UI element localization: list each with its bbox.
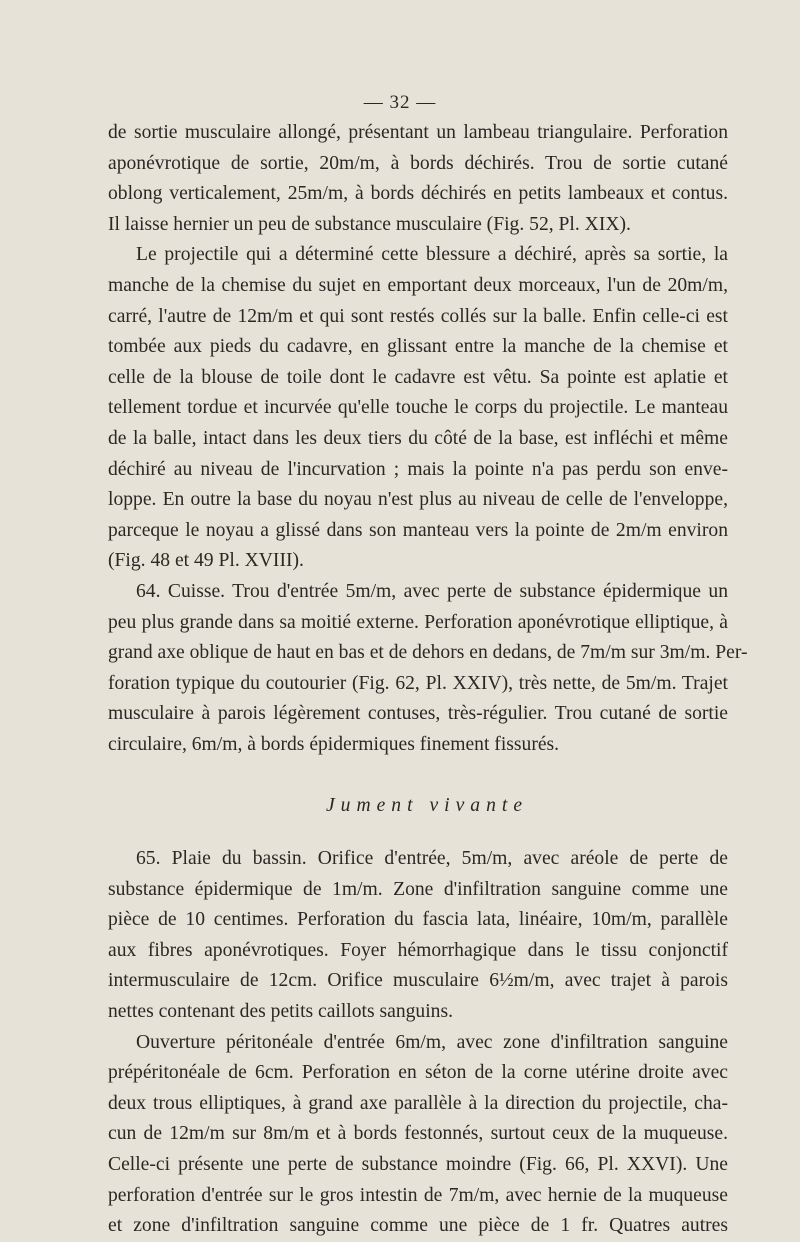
- text-line: pièce de 10 centimes. Perforation du fascia lata, linéaire, 10m/m, parallèle: [108, 909, 728, 931]
- text-line: prépéritonéale de 6cm. Perforation en séton de la corne utérine droite avec: [108, 1062, 728, 1084]
- section-heading: Jument vivante: [325, 795, 529, 817]
- text-line: substance épidermique de 1m/m. Zone d'infiltration sanguine comme une: [108, 878, 728, 900]
- text-line: cun de 12m/m sur 8m/m et à bords festonnés, surtout ceux de la muqueuse.: [108, 1123, 728, 1145]
- text-line: 65. Plaie du bassin. Orifice d'entrée, 5m/m, avec aréole de perte de: [136, 848, 728, 870]
- text-line: circulaire, 6m/m, à bords épidermiques finement fissurés.: [108, 733, 560, 755]
- text-line: déchiré au niveau de l'incurvation ; mais la pointe n'a pas perdu son enve-: [108, 458, 728, 480]
- text-line: aux fibres aponévrotiques. Foyer hémorrhagique dans le tissu conjonctif: [108, 939, 728, 961]
- body-text: [108, 118, 748, 1242]
- text-line: deux trous elliptiques, à grand axe parallèle à la direction du projectile, cha-: [108, 1092, 728, 1114]
- text-line: et zone d'infiltration sanguine comme une pièce de 1 fr. Quatres autres: [108, 1215, 728, 1237]
- text-line: tombée aux pieds du cadavre, en glissant entre la manche de la chemise et: [108, 336, 728, 358]
- text-line: Celle-ci présente une perte de substance moindre (Fig. 66, Pl. XXVI). Une: [108, 1154, 728, 1175]
- page-number: — 32 —: [363, 92, 437, 113]
- text-line: musculaire à parois légèrement contuses, très-régulier. Trou cutané de sortie: [108, 703, 728, 725]
- text-line: Le projectile qui a déterminé cette blessure a déchiré, après sa sortie, la: [136, 244, 728, 266]
- text-line: manche de la chemise du sujet en emportant deux morceaux, l'un de 20m/m,: [108, 274, 728, 296]
- text-line: foration typique du coutourier (Fig. 62, Pl. XXIV), très nette, de 5m/m. Trajet: [108, 672, 728, 694]
- text-line: intermusculaire de 12cm. Orifice musculaire 6½m/m, avec trajet à parois: [108, 970, 728, 992]
- text-line: nettes contenant des petits caillots sanguins.: [108, 1001, 453, 1023]
- text-line: de la balle, intact dans les deux tiers du côté de la base, est infléchi et même: [108, 427, 728, 449]
- text-line: loppe. En outre la base du noyau n'est plus au niveau de celle de l'enveloppe,: [108, 489, 728, 511]
- text-line: carré, l'autre de 12m/m et qui sont restés collés sur la balle. Enfin celle-ci est: [108, 305, 728, 327]
- text-line: tellement tordue et incurvée qu'elle touche le corps du projectile. Le manteau: [108, 397, 728, 419]
- text-line: 64. Cuisse. Trou d'entrée 5m/m, avec perte de substance épidermique un: [136, 580, 728, 602]
- text-line: parceque le noyau a glissé dans son manteau vers la pointe de 2m/m environ: [108, 519, 728, 541]
- text-line: (Fig. 48 et 49 Pl. XVIII).: [108, 550, 304, 572]
- text-line: de sortie musculaire allongé, présentant un lambeau triangulaire. Perforation: [108, 122, 728, 143]
- text-line: oblong verticalement, 25m/m, à bords déchirés en petits lambeaux et contus.: [108, 183, 728, 205]
- text-line: peu plus grande dans sa moitié externe. Perforation aponévrotique elliptique, à: [108, 611, 728, 633]
- text-line: Il laisse hernier un peu de substance musculaire (Fig. 52, Pl. XIX).: [108, 213, 631, 235]
- text-line: celle de la blouse de toile dont le cadavre est vêtu. Sa pointe est aplatie et: [108, 366, 728, 388]
- text-line: grand axe oblique de haut en bas et de dehors en dedans, de 7m/m sur 3m/m. Per-: [108, 642, 748, 664]
- text-line: perforation d'entrée sur le gros intestin de 7m/m, avec hernie de la muqueuse: [108, 1184, 728, 1206]
- text-line: aponévrotique de sortie, 20m/m, à bords déchirés. Trou de sortie cutané: [108, 152, 728, 174]
- text-line: Ouverture péritonéale d'entrée 6m/m, avec zone d'infiltration sanguine: [136, 1031, 728, 1053]
